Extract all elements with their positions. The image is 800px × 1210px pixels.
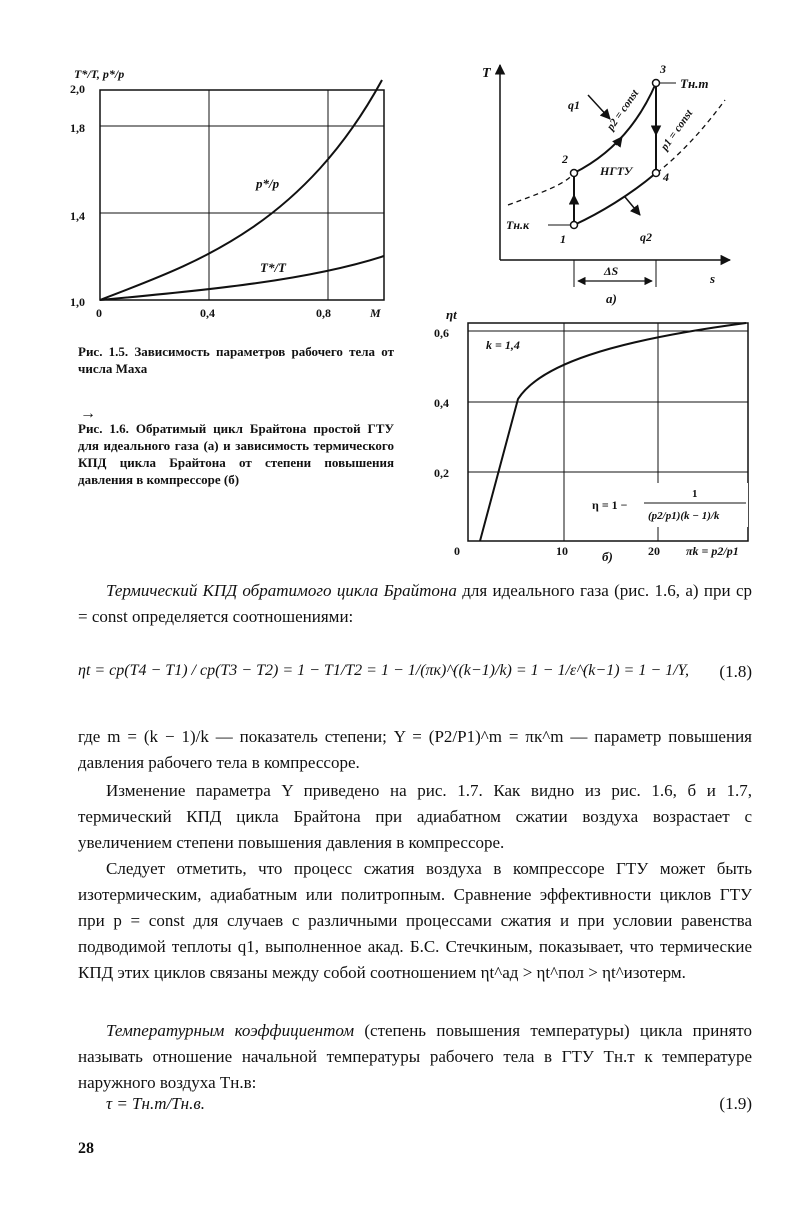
paragraph-2: где m = (k − 1)/k — показатель степени; Y = (P2/P1)^m = πк^m — параметр повышения давления рабочего тела в компрессоре. (78, 727, 752, 772)
figure-1-6b (430, 305, 770, 570)
fig16a-point-3 (653, 80, 660, 87)
equation-1-9 (78, 1094, 752, 1122)
fig16b-y-label: ηt (446, 307, 457, 322)
fig15-xtick-M: M (370, 306, 381, 320)
fig16a-point-label-1: 1 (560, 232, 566, 246)
fig16a-point-1 (571, 222, 578, 229)
fig16a-label-p2: p2 = const (604, 87, 642, 133)
equation-1-9-body: τ = Tн.т/Tн.в. (106, 1094, 205, 1113)
figure-1-6a (470, 55, 760, 315)
fig16b-xtick-10: 10 (556, 544, 568, 558)
fig16a-label-tnk: Tн.к (506, 218, 530, 232)
fig16b-formula-lhs: η = 1 − (592, 498, 628, 512)
fig15-xtick-08: 0,8 (316, 306, 331, 320)
paragraph-1 (78, 578, 752, 630)
fig15-xtick-04: 0,4 (200, 306, 215, 320)
fig15-curve-p (100, 80, 382, 300)
term-temperature-coefficient: Температурным коэффициентом (106, 1021, 355, 1040)
figure-1-5 (60, 60, 400, 330)
paragraph-5-rest: (степень повышения температуры) цикла принято называть отношение начальной температуры рабочего тела в ГТУ Tн.т к температуре наружного воздуха Tн.в: (78, 1021, 752, 1092)
equation-1-9-number: (1.9) (719, 1094, 752, 1113)
fig16a-label-H: HГТУ (600, 164, 633, 178)
fig16b-ytick-04: 0,4 (434, 396, 449, 410)
fig16a-label-q2: q2 (640, 230, 652, 244)
paragraph-5 (78, 1018, 752, 1096)
paragraph-1-rest: для идеального газа (рис. 1.6, а) при cp = const определяется соотношениями: (78, 581, 753, 626)
fig15-ytick-10: 1,0 (70, 295, 85, 309)
equation-1-8-number: (1.8) (719, 662, 752, 681)
fig16a-label-tnt: Tн.т (680, 76, 709, 91)
fig16a-label-p1: p1 = const (658, 107, 696, 153)
fig16a-point-label-3: 3 (660, 62, 666, 76)
fig16a-q2-arrow (625, 197, 640, 215)
fig15-label-p: p*/p (256, 176, 280, 191)
fig16a-process-4-1 (574, 173, 656, 225)
fig16b-formula-num: 1 (692, 488, 698, 500)
paragraph-3: Изменение параметра Y приведено на рис. 1.7. Как видно из рис. 1.6, б и 1.7, термический КПД цикла Брайтона при адиабатном сжатии воздуха возрастает с увеличением степени повышения давления в компрессоре. (78, 781, 752, 852)
fig16a-q1-arrow (588, 95, 610, 119)
equation-1-8 (78, 652, 752, 696)
page-number: 28 (78, 1140, 94, 1157)
fig16a-isobar-low-dashed (508, 173, 574, 205)
fig15-label-T: T*/T (260, 260, 286, 275)
fig16b-ytick-0: 0 (454, 544, 460, 558)
fig15-xtick-0: 0 (96, 306, 102, 320)
fig16b-formula-den: (p2/p1)(k − 1)/k (648, 510, 720, 522)
fig16b-ytick-02: 0,2 (434, 466, 449, 480)
equation-1-8-body: ηt = cp(T4 − T1) / cp(T3 − T2) = 1 − T1/T2 = 1 − 1/(πк)^((k−1)/k) = 1 − 1/ε^(k−1) = 1 − 1/Y, (78, 662, 689, 679)
fig16a-point-label-4: 4 (663, 170, 669, 184)
fig15-ytick-14: 1,4 (70, 209, 85, 223)
fig16b-k-label: k = 1,4 (486, 338, 520, 352)
fig16a-sublabel: а) (606, 291, 617, 306)
fig16a-point-2 (571, 170, 578, 177)
fig16a-point-label-2: 2 (562, 152, 568, 166)
fig15-caption: Рис. 1.5. Зависимость параметров рабочего тела от числа Маха (78, 344, 394, 376)
arrow-mark: → (80, 405, 96, 422)
fig16b-xtick-20: 20 (648, 544, 660, 558)
paragraph-4: Следует отметить, что процесс сжатия воздуха в компрессоре ГТУ может быть изотермическим, адиабатным или политропным. Сравнение эффективности циклов ГТУ при p = const для случаев с различными процессами сжатия и при условии равенства подводимой теплоты q1, выполненное акад. Б.С. Стечкиным, показывает, что термические КПД этих циклов связаны между собой соотношением ηt^ад > ηt^пол > ηt^изотерм. (78, 859, 752, 982)
fig16-caption: Рис. 1.6. Обратимый цикл Брайтона простой ГТУ для идеального газа (а) и зависимость термического КПД цикла Брайтона от степени повышения давления в компрессоре (б) (78, 421, 394, 487)
fig16b-sublabel: б) (602, 549, 613, 564)
fig16b-x-label: πk = p2/p1 (686, 544, 739, 558)
fig15-ytick-18: 1,8 (70, 121, 85, 135)
fig15-y-label: T*/T, p*/p (74, 67, 125, 81)
fig16a-axis-s-label: s (710, 271, 716, 286)
term-brayton-efficiency: Термический КПД обратимого цикла Брайтона (106, 581, 457, 600)
fig15-curve-T (100, 256, 384, 300)
fig16b-ytick-06: 0,6 (434, 326, 449, 340)
fig15-ytick-20: 2,0 (70, 82, 85, 96)
fig16a-label-ds: ΔS (604, 264, 619, 278)
fig16a-label-q1: q1 (568, 98, 580, 112)
fig16a-axis-T-label: T (482, 66, 491, 81)
fig16a-point-4 (653, 170, 660, 177)
